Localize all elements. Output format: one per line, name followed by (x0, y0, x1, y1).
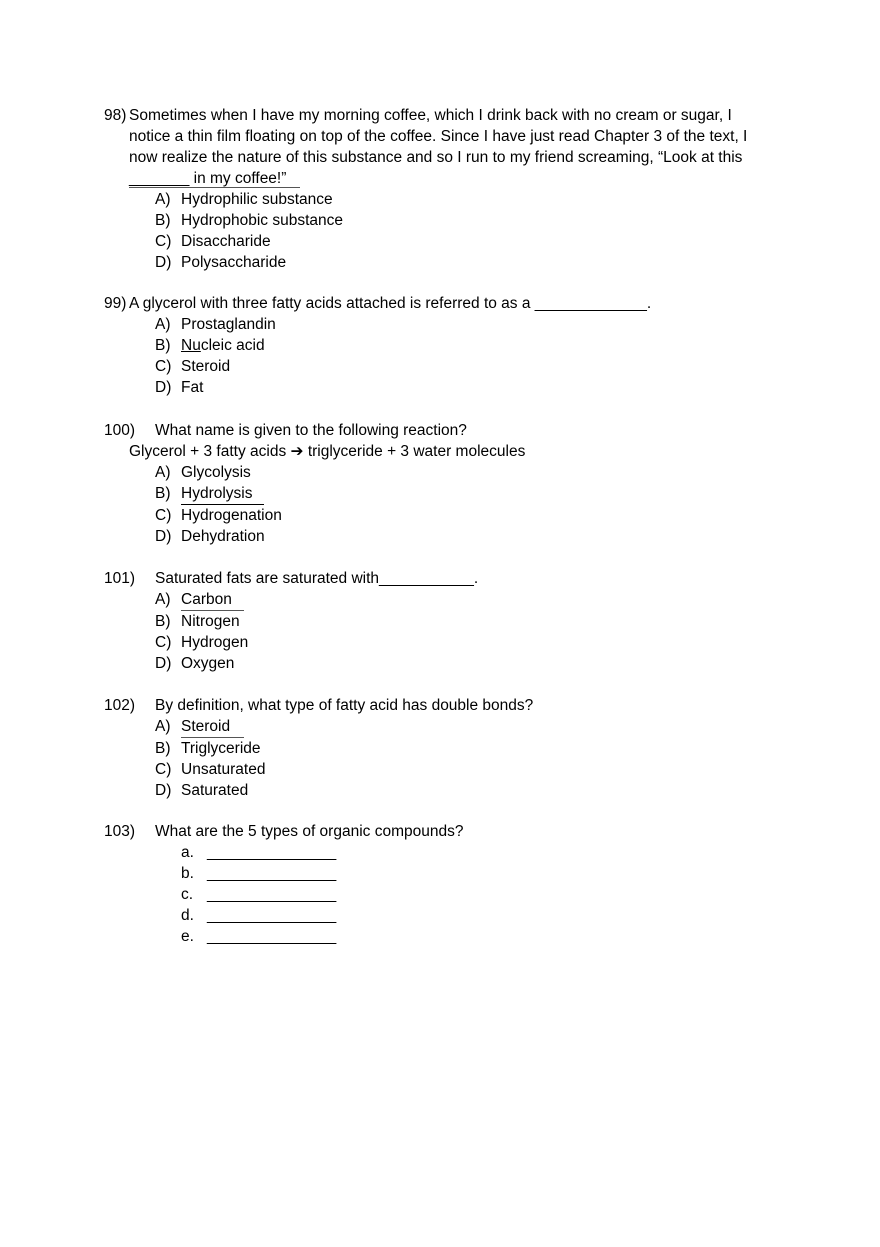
item-letter: e. (181, 928, 194, 945)
question-text: A glycerol with three fatty acids attached is referred to as a _____________. (129, 295, 652, 312)
option-text: Disaccharide (181, 233, 271, 250)
answer-option[interactable] (104, 252, 784, 273)
question-103 (104, 821, 784, 947)
answer-blank-item[interactable] (104, 905, 784, 926)
question-number: 98) (104, 107, 127, 124)
question-101 (104, 568, 784, 674)
answer-option[interactable] (104, 356, 784, 377)
question-number: 99) (104, 295, 127, 312)
option-text: Unsaturated (181, 761, 266, 778)
option-letter: B) (155, 613, 171, 630)
item-letter: b. (181, 865, 194, 882)
answer-option[interactable] (104, 335, 784, 356)
question-number: 101) (104, 570, 136, 587)
answer-options (104, 716, 784, 801)
answer-option[interactable] (104, 611, 784, 632)
answer-options (104, 189, 784, 273)
option-letter: C) (155, 761, 172, 778)
question-text: What are the 5 types of organic compounds? (155, 823, 464, 840)
option-letter: A) (155, 316, 171, 333)
option-letter: D) (155, 254, 172, 271)
answer-options (104, 589, 784, 674)
option-letter: D) (155, 379, 172, 396)
option-text: Saturated (181, 782, 249, 799)
option-letter: B) (155, 337, 171, 354)
answer-option[interactable] (104, 377, 784, 398)
option-text: Glycolysis (181, 464, 251, 481)
answer-option[interactable] (104, 483, 784, 505)
option-letter: A) (155, 464, 171, 481)
option-letter: A) (155, 191, 171, 208)
option-letter: D) (155, 782, 172, 799)
item-letter: a. (181, 844, 194, 861)
option-text: Oxygen (181, 655, 235, 672)
answer-option[interactable] (104, 716, 784, 738)
option-letter: A) (155, 718, 171, 735)
answer-options (104, 314, 784, 398)
option-text: Hydrolysis (181, 483, 264, 505)
answer-option[interactable] (104, 210, 784, 231)
option-text: Hydrophobic substance (181, 212, 343, 229)
option-text: Fat (181, 379, 204, 396)
question-text: By definition, what type of fatty acid has double bonds? (155, 697, 534, 714)
question-text-line: Sometimes when I have my morning coffee, which I drink back with no cream or sugar, I (129, 107, 732, 124)
option-text: Polysaccharide (181, 254, 287, 271)
item-letter: d. (181, 907, 194, 924)
option-letter: A) (155, 591, 171, 608)
question-text-line: notice a thin film floating on top of the coffee. Since I have just read Chapter 3 of the text, I (129, 128, 748, 145)
item-letter: c. (181, 886, 194, 903)
answer-option[interactable] (104, 589, 784, 611)
option-letter: B) (155, 212, 171, 229)
answer-options (104, 462, 784, 547)
question-number: 100) (104, 422, 136, 439)
option-text: Steroid (181, 716, 244, 738)
question-text: What name is given to the following reaction? (155, 422, 467, 439)
option-text: cleic acid (200, 337, 265, 354)
option-text: Dehydration (181, 528, 265, 545)
answer-option[interactable] (104, 759, 784, 780)
question-number: 102) (104, 697, 136, 714)
question-text: Saturated fats are saturated with___________. (155, 570, 479, 587)
blank-line[interactable]: _______________ (207, 907, 337, 924)
blank-line[interactable]: _______________ (207, 886, 337, 903)
blank-line[interactable]: _______________ (207, 844, 337, 861)
option-text: Hydrogen (181, 634, 249, 651)
answer-option[interactable] (104, 780, 784, 801)
question-100 (104, 420, 784, 547)
option-text: Hydrogenation (181, 507, 282, 524)
option-letter: B) (155, 485, 171, 502)
option-letter: B) (155, 740, 171, 757)
option-text: Triglyceride (181, 740, 261, 757)
option-letter: C) (155, 634, 172, 651)
option-text: Steroid (181, 358, 231, 375)
question-102 (104, 695, 784, 801)
reaction-equation: Glycerol + 3 fatty acids ➔ triglyceride + 3 water molecules (129, 443, 526, 460)
answer-blank-item[interactable] (104, 842, 784, 863)
blank-line[interactable]: _______________ (207, 928, 337, 945)
answer-blanks (104, 842, 784, 947)
question-99 (104, 293, 784, 398)
question-98 (104, 105, 784, 273)
option-text: Nitrogen (181, 613, 240, 630)
answer-blank-item[interactable] (104, 863, 784, 884)
answer-option[interactable] (104, 189, 784, 210)
answer-option[interactable] (104, 505, 784, 526)
answer-option[interactable] (104, 653, 784, 674)
question-text-line: _______ in my coffee!” (129, 170, 300, 188)
answer-blank-item[interactable] (104, 926, 784, 947)
option-letter: C) (155, 507, 172, 524)
option-letter: C) (155, 358, 172, 375)
question-number: 103) (104, 823, 136, 840)
answer-option[interactable] (104, 526, 784, 547)
answer-option[interactable] (104, 738, 784, 759)
answer-option[interactable] (104, 462, 784, 483)
question-text-line: now realize the nature of this substance and so I run to my friend screaming, “Look at this (129, 149, 743, 166)
option-letter: D) (155, 528, 172, 545)
answer-blank-item[interactable] (104, 884, 784, 905)
blank-line[interactable]: _______________ (207, 865, 337, 882)
option-text: Prostaglandin (181, 316, 276, 333)
option-letter: C) (155, 233, 172, 250)
answer-option[interactable] (104, 314, 784, 335)
option-letter: D) (155, 655, 172, 672)
answer-option[interactable] (104, 632, 784, 653)
option-text-underlined: Nu (181, 337, 201, 354)
answer-option[interactable] (104, 231, 784, 252)
option-text: Hydrophilic substance (181, 191, 333, 208)
option-text: Carbon (181, 589, 244, 611)
